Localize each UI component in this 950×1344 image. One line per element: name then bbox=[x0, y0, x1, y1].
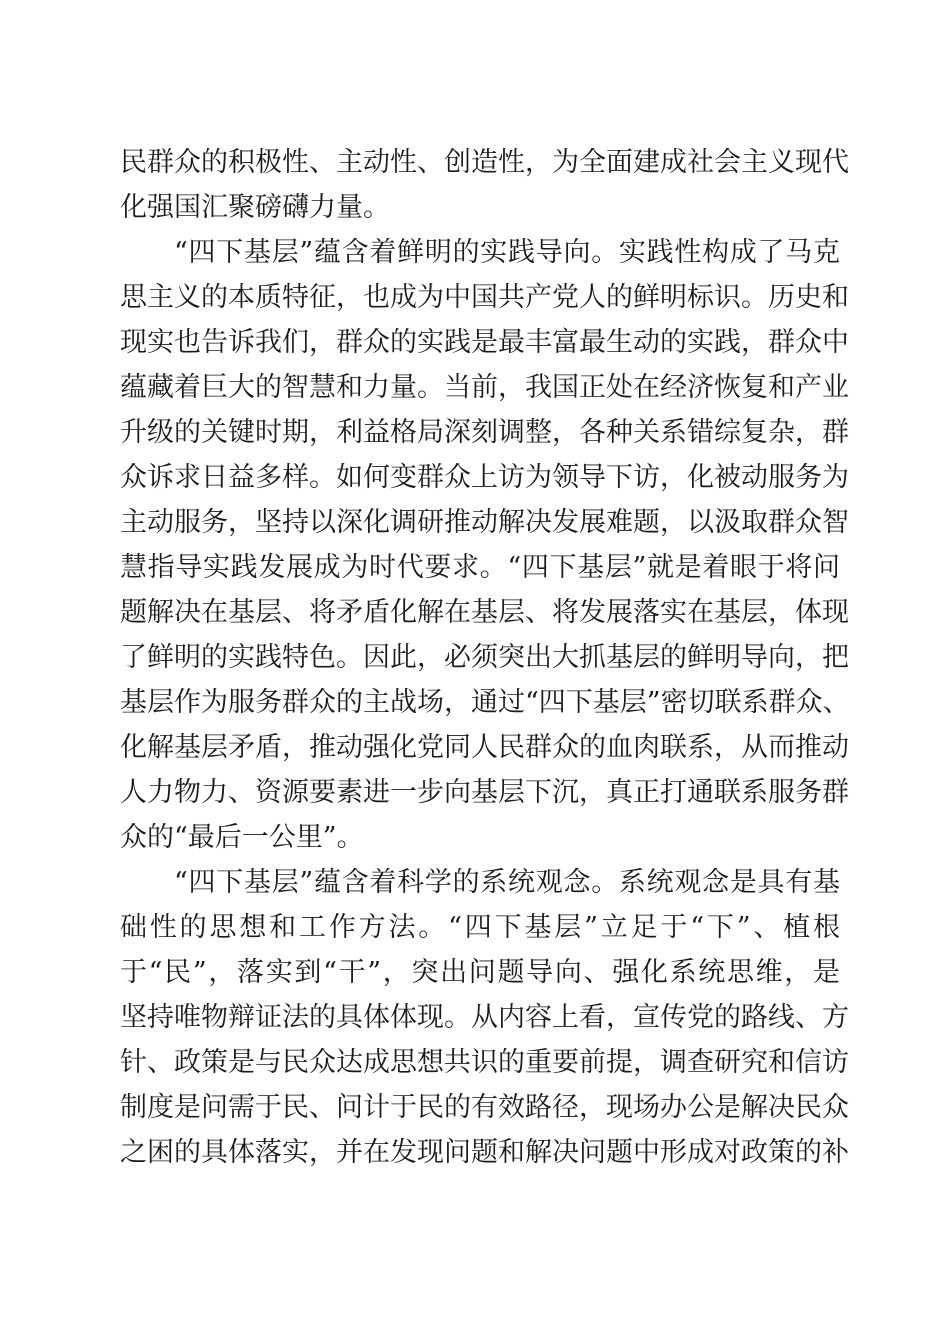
text-line-3: “四下基层”蕴含着鲜明的实践导向。实践性构成了马克 bbox=[174, 237, 840, 268]
text-line-14: 化解基层矛盾，推动强化党同人民群众的血肉联系，从而推动 bbox=[120, 732, 849, 763]
text-line-7: 升级的关键时期，利益格局深刻调整，各种关系错综复杂，群 bbox=[120, 417, 849, 448]
text-line-6: 蕴藏着巨大的智慧和力量。当前，我国正处在经济恢复和产业 bbox=[120, 372, 849, 403]
text-line-12: 了鲜明的实践特色。因此，必须突出大抓基层的鲜明导向，把 bbox=[120, 642, 849, 673]
text-line-1: 民群众的积极性、主动性、创造性，为全面建成社会主义现代 bbox=[120, 147, 849, 178]
text-line-4: 思主义的本质特征，也成为中国共产党人的鲜明标识。历史和 bbox=[120, 282, 849, 313]
text-line-10: 慧指导实践发展成为时代要求。“四下基层”就是着眼于将问 bbox=[120, 552, 840, 583]
text-line-15: 人力物力、资源要素进一步向基层下沉，真正打通联系服务群 bbox=[120, 777, 849, 808]
text-line-23: 之困的具体落实，并在发现问题和解决问题中形成对政策的补 bbox=[120, 1137, 849, 1168]
text-line-9: 主动服务，坚持以深化调研推动解决发展难题，以汲取群众智 bbox=[120, 507, 849, 538]
text-line-11: 题解决在基层、将矛盾化解在基层、将发展落实在基层，体现 bbox=[120, 597, 849, 628]
text-line-18: 础性的思想和工作方法。“四下基层”立足于“下”、植根 bbox=[120, 912, 840, 943]
text-line-8: 众诉求日益多样。如何变群众上访为领导下访，化被动服务为 bbox=[120, 462, 849, 493]
text-line-2: 化强国汇聚磅礴力量。 bbox=[120, 192, 390, 223]
text-line-16: 众的“最后一公里”。 bbox=[120, 822, 364, 853]
text-line-5: 现实也告诉我们，群众的实践是最丰富最生动的实践，群众中 bbox=[120, 327, 849, 358]
text-line-22: 制度是问需于民、问计于民的有效路径，现场办公是解决民众 bbox=[120, 1092, 849, 1123]
text-line-19: 于“民”，落实到“干”，突出问题导向、强化系统思维，是 bbox=[120, 957, 840, 988]
text-line-21: 针、政策是与民众达成思想共识的重要前提，调查研究和信访 bbox=[120, 1047, 849, 1078]
text-line-13: 基层作为服务群众的主战场，通过“四下基层”密切联系群众、 bbox=[120, 687, 850, 718]
text-line-20: 坚持唯物辩证法的具体体现。从内容上看，宣传党的路线、方 bbox=[120, 1002, 849, 1033]
text-line-17: “四下基层”蕴含着科学的系统观念。系统观念是具有基 bbox=[174, 867, 840, 898]
